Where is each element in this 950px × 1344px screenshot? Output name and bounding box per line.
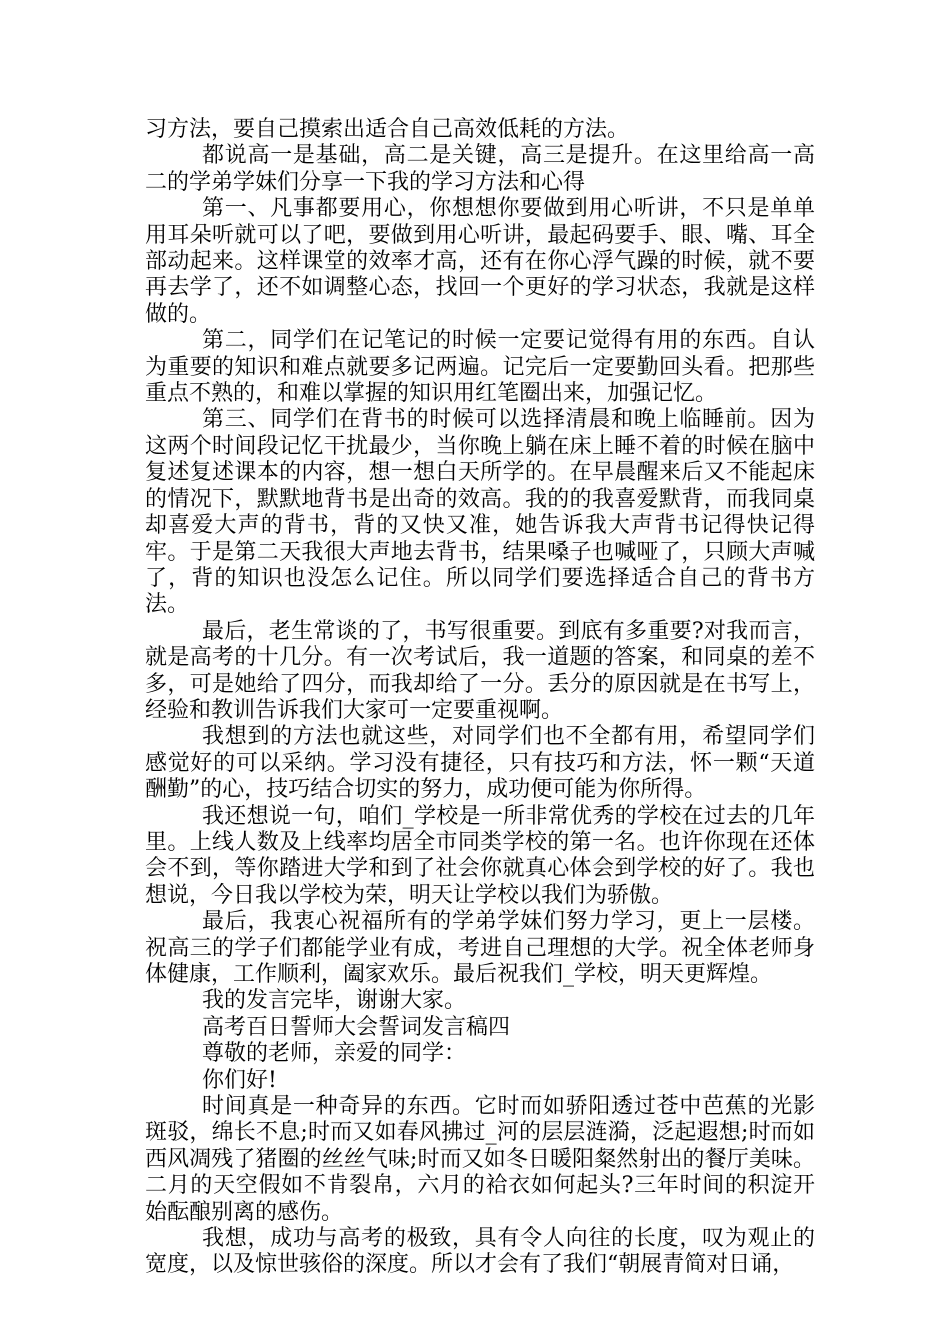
paragraph: 第三、同学们在背书的时候可以选择清晨和晚上临睡前。因为这两个时间段记忆干扰最少，当你晚上躺在床上睡不着的时候在脑中复述复述课本的内容，想一想白天所学的。在早晨醒来后又不能起床的情况下，默默地背书是出奇的效高。我的的我喜爱默背，而我同桌却喜爱大声的背书，背的又快又准，她告诉我大声背书记得快记得牢。于是第二天我很大声地去背书，结果嗓子也喊哑了，只顾大声喊了，背的知识也没怎么记住。所以同学们要选择适合自己的背书方法。	[145, 407, 815, 618]
document-page	[145, 117, 815, 1279]
paragraph: 我还想说一句，咱们_学校是一所非常优秀的学校在过去的几年里。上线人数及上线率均居全市同类学校的第一名。也许你现在还体会不到，等你踏进大学和到了社会你就真心体会到学校的好了。我也想说，今日我以学校为荣，明天让学校以我们为骄傲。	[145, 803, 815, 908]
paragraph: 最后，我衷心祝福所有的学弟学妹们努力学习，更上一层楼。祝高三的学子们都能学业有成，考进自己理想的大学。祝全体老师身体健康，工作顺利，阖家欢乐。最后祝我们_学校，明天更辉煌。	[145, 909, 815, 987]
paragraph: 我的发言完毕，谢谢大家。	[202, 988, 467, 1014]
section-heading: 高考百日誓师大会誓词发言稿四	[202, 1014, 511, 1040]
paragraph: 时间真是一种奇异的东西。它时而如骄阳透过苍中芭蕉的光影斑驳，绵长不息;时而又如春风拂过_河的层层涟漪，泛起遐想;时而如西风凋残了猪圈的丝丝气味;时而又如冬日暖阳粲然射出的餐厅美味。二月的天空假如不肯裂帛，六月的袷衣如何起头?三年时间的积淀开始酝酿别离的感伤。	[145, 1094, 815, 1225]
paragraph: 第二，同学们在记笔记的时候一定要记觉得有用的东西。自认为重要的知识和难点就要多记两遍。记完后一定要勤回头看。把那些重点不熟的，和难以掌握的知识用红笔圈出来，加强记忆。	[145, 328, 815, 407]
paragraph: 最后，老生常谈的了，书写很重要。到底有多重要?对我而言，就是高考的十几分。有一次考试后，我一道题的答案，和同桌的差不多，可是她给了四分，而我却给了一分。丢分的原因就是在书写上，经验和教训告诉我们大家可一定要重视啊。	[145, 618, 815, 723]
salutation: 尊敬的老师，亲爱的同学：	[202, 1041, 467, 1067]
paragraph: 都说高一是基础，高二是关键，高三是提升。在这里给高一高二的学弟学妹们分享一下我的学习方法和心得	[145, 143, 815, 195]
paragraph: 我想，成功与高考的极致，具有令人向往的长度，叹为观止的宽度，以及惊世骇俗的深度。所以才会有了我们“朝展青简对日诵，	[145, 1226, 815, 1278]
paragraph: 习方法，要自己摸索出适合自己高效低耗的方法。	[145, 117, 630, 142]
paragraph: 我想到的方法也就这些，对同学们也不全都有用，希望同学们感觉好的可以采纳。学习没有捷径，只有技巧和方法，怀一颗“天道酬勤”的心，技巧结合切实的努力，成功便可能为你所得。	[145, 724, 815, 803]
greeting: 你们好!	[202, 1067, 277, 1093]
paragraph: 第一、凡事都要用心，你想想你要做到用心听讲，不只是单单用耳朵听就可以了吧，要做到用心听讲，最起码要手、眼、嘴、耳全部动起来。这样课堂的效率才高，还有在你心浮气躁的时候，就不要再去学了，还不如调整心态，找回一个更好的学习状态，我就是这样做的。	[145, 196, 815, 327]
